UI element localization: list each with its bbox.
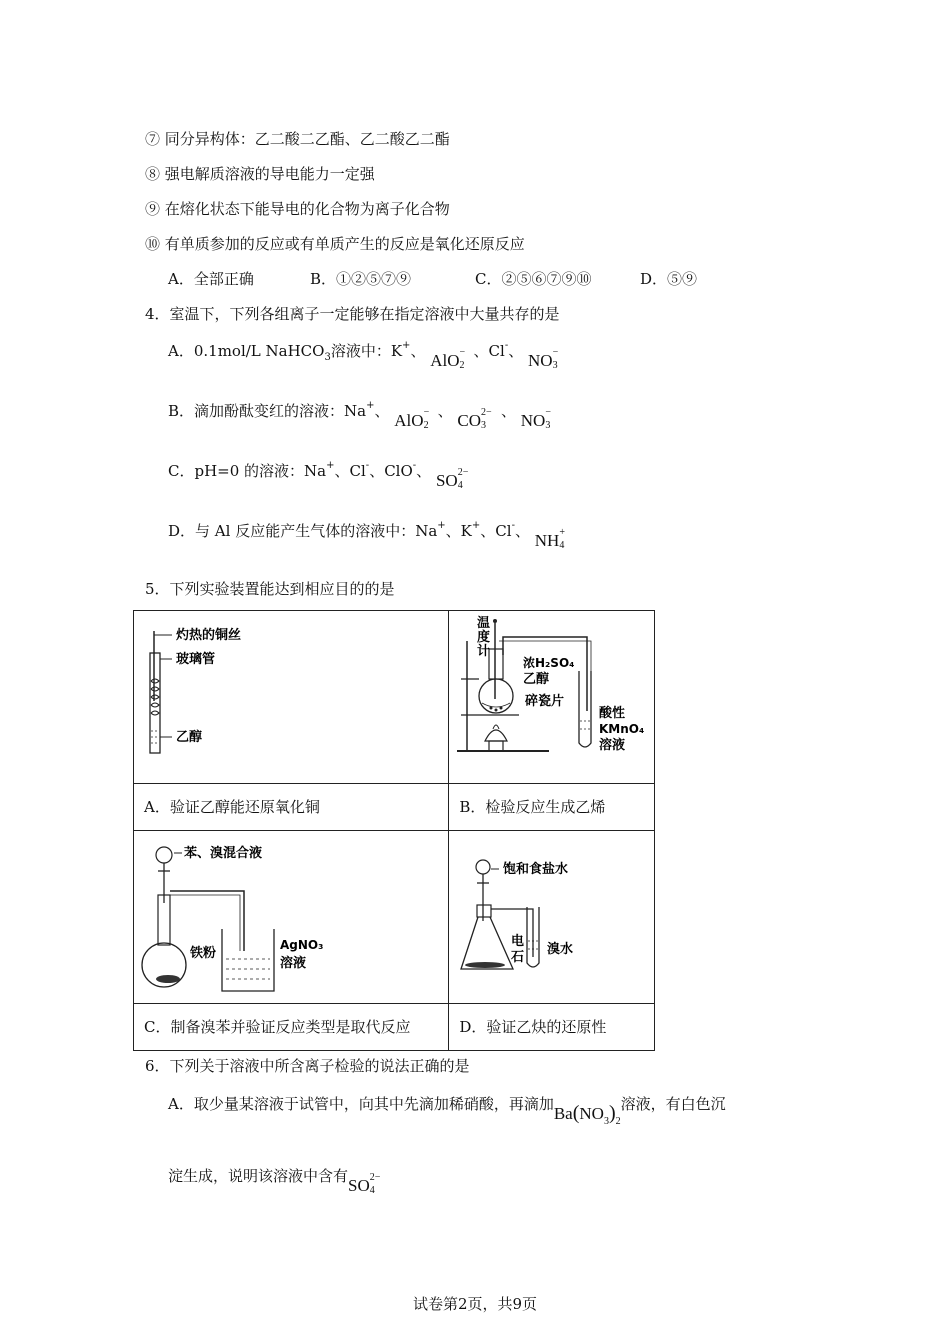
fig-a-label-2: 玻璃管: [176, 652, 216, 667]
figure-d: [449, 831, 654, 1003]
statement-7: ⑦ 同分异构体：乙二酸二乙酯、乙二酸乙二酯: [145, 130, 450, 148]
fig-b-label-2: 度: [477, 630, 491, 645]
fig-b-label-5: 乙醇: [523, 672, 550, 687]
fig-c-label-3: AgNO₃: [280, 938, 324, 952]
q3-option-a: A．全部正确: [168, 270, 254, 288]
q4-option-d: D．与 Al 反应能产生气体的溶液中：Na+、K+、Cl-、 NH + 4: [168, 520, 565, 551]
q3-option-d: D．⑤⑨: [640, 270, 698, 288]
page-footer: 试卷第2页，共9页: [412, 1295, 538, 1313]
fig-c-label-1: 苯、溴混合液: [184, 846, 263, 861]
fig-c-label-4: 溶液: [280, 956, 307, 971]
experiment-table: [133, 610, 655, 1051]
fig-a-label-1: 灼热的铜丝: [176, 628, 242, 643]
statement-8: ⑧ 强电解质溶液的导电能力一定强: [145, 165, 375, 183]
fig-b-label-1: 温: [477, 616, 491, 631]
fig-a-label-3: 乙醇: [176, 730, 203, 745]
q6-option-a-line2: 淀生成，说明该溶液中含有SO 2− 4: [168, 1167, 381, 1196]
caption-a: A．验证乙醇能还原氧化铜: [144, 798, 320, 816]
caption-c: C．制备溴苯并验证反应类型是取代反应: [144, 1018, 411, 1036]
fig-b-label-9: 溶液: [599, 738, 626, 753]
fig-b-label-3: 计: [477, 644, 491, 659]
fig-d-label-1: 饱和食盐水: [503, 862, 569, 877]
q6-stem: 6．下列关于溶液中所含离子检验的说法正确的是: [145, 1057, 470, 1075]
fig-b-label-8: KMnO₄: [599, 722, 645, 736]
q6-option-a-line1: A．取少量某溶液于试管中，向其中先滴加稀硝酸，再滴加$Ba(NO_3)_2$溶液，有白色沉: [168, 1095, 726, 1127]
q4-stem: 4．室温下，下列各组离子一定能够在指定溶液中大量共存的是: [145, 305, 560, 323]
q4-option-b: B．滴加酚酞变红的溶液：Na+、 AlO − 2 、 CO 2− 3 、 NO − 3: [168, 400, 551, 431]
q3-option-b: B．①②⑤⑦⑨: [310, 270, 412, 288]
figure-c: [134, 831, 448, 1003]
caption-b: B．检验反应生成乙烯: [459, 798, 606, 816]
q3-option-c: C．②⑤⑥⑦⑨⑩: [475, 270, 592, 288]
fig-d-label-2: 电: [511, 934, 525, 949]
fig-c-label-2: 铁粉: [190, 946, 217, 961]
q4-option-a: A．0.1mol/L NaHCO$_3$溶液中：K+、 AlO − 2 、Cl-、 NO − 3: [168, 340, 559, 371]
fig-d-label-4: 溴水: [547, 942, 574, 957]
fig-b-label-7: 酸性: [599, 706, 626, 721]
caption-d: D．验证乙炔的还原性: [459, 1018, 607, 1036]
figure-b: [449, 611, 654, 783]
statement-10: ⑩ 有单质参加的反应或有单质产生的反应是氧化还原反应: [145, 235, 525, 253]
figure-a: [134, 611, 448, 783]
statement-9: ⑨ 在熔化状态下能导电的化合物为离子化合物: [145, 200, 450, 218]
q4-option-c: C．pH=0 的溶液：Na+、Cl-、ClO-、 SO 2− 4: [168, 460, 469, 491]
q5-stem: 5．下列实验装置能达到相应目的的是: [145, 580, 395, 598]
fig-b-label-4: 浓H₂SO₄: [523, 656, 575, 670]
fig-b-label-6: 碎瓷片: [525, 694, 565, 709]
fig-d-label-3: 石: [511, 950, 525, 965]
